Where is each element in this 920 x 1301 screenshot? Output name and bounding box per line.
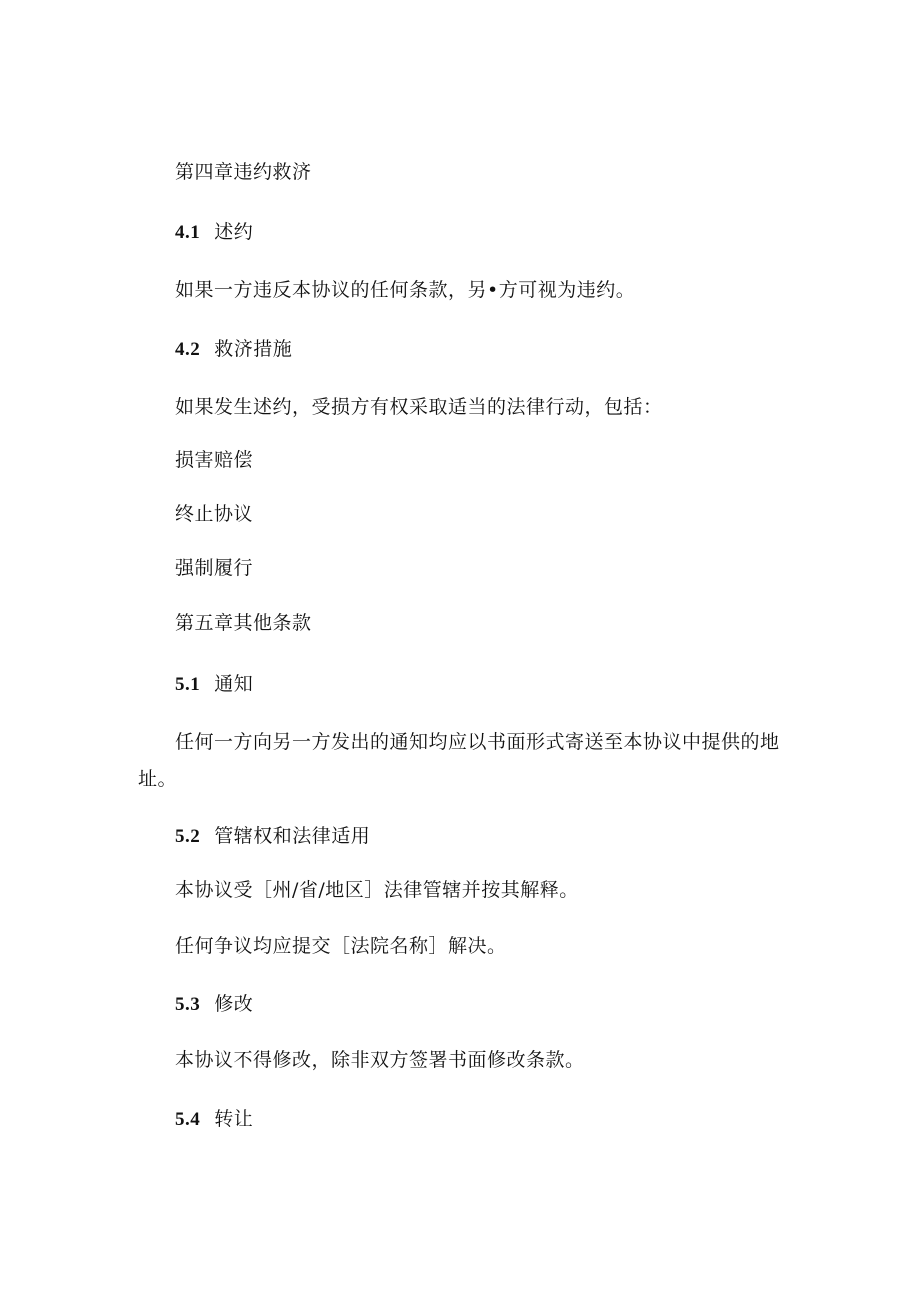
section-5-3-number: 5.3 xyxy=(175,994,201,1015)
section-5-4-number: 5.4 xyxy=(175,1109,201,1130)
section-4-2-body: 如果发生述约，受损方有权采取适当的法律行动，包括： xyxy=(175,396,663,418)
chapter-5-title: 第五章其他条款 xyxy=(175,612,312,634)
section-4-1-title: 述约 xyxy=(214,221,254,243)
section-4-2-number: 4.2 xyxy=(175,339,201,360)
section-4-2-title: 救济措施 xyxy=(214,338,293,360)
section-5-4-heading xyxy=(175,1107,253,1132)
section-5-1-title: 通知 xyxy=(214,673,254,695)
section-5-4-title: 转让 xyxy=(214,1108,254,1130)
section-5-1-body-line-2: 址。 xyxy=(138,768,178,790)
section-5-2-body-2: 任何争议均应提交［法院名称］解决。 xyxy=(175,935,507,957)
section-5-2-heading xyxy=(175,824,370,849)
section-4-2-heading xyxy=(175,337,292,362)
section-4-1-number: 4.1 xyxy=(175,222,201,243)
section-5-3-title: 修改 xyxy=(214,993,254,1015)
remedy-item: 强制履行 xyxy=(175,557,254,579)
section-5-1-heading xyxy=(175,672,253,697)
section-5-2-number: 5.2 xyxy=(175,826,201,847)
section-5-1-body-line-1: 任何一方向另一方发出的通知均应以书面形式寄送至本协议中提供的地 xyxy=(175,731,780,753)
section-5-2-title: 管辖权和法律适用 xyxy=(214,825,371,847)
section-4-1-body: 如果一方违反本协议的任何条款，另•方可视为违约。 xyxy=(175,279,636,301)
section-5-1-number: 5.1 xyxy=(175,674,201,695)
remedy-item: 损害赔偿 xyxy=(175,449,254,471)
section-5-3-heading xyxy=(175,992,253,1017)
section-5-2-body-1: 本协议受［州/省/地区］法律管辖并按其解释。 xyxy=(175,879,579,901)
remedy-item: 终止协议 xyxy=(175,503,254,525)
section-5-3-body: 本协议不得修改，除非双方签署书面修改条款。 xyxy=(175,1049,585,1071)
chapter-4-title: 第四章违约救济 xyxy=(175,161,312,183)
section-4-1-heading xyxy=(175,220,253,245)
